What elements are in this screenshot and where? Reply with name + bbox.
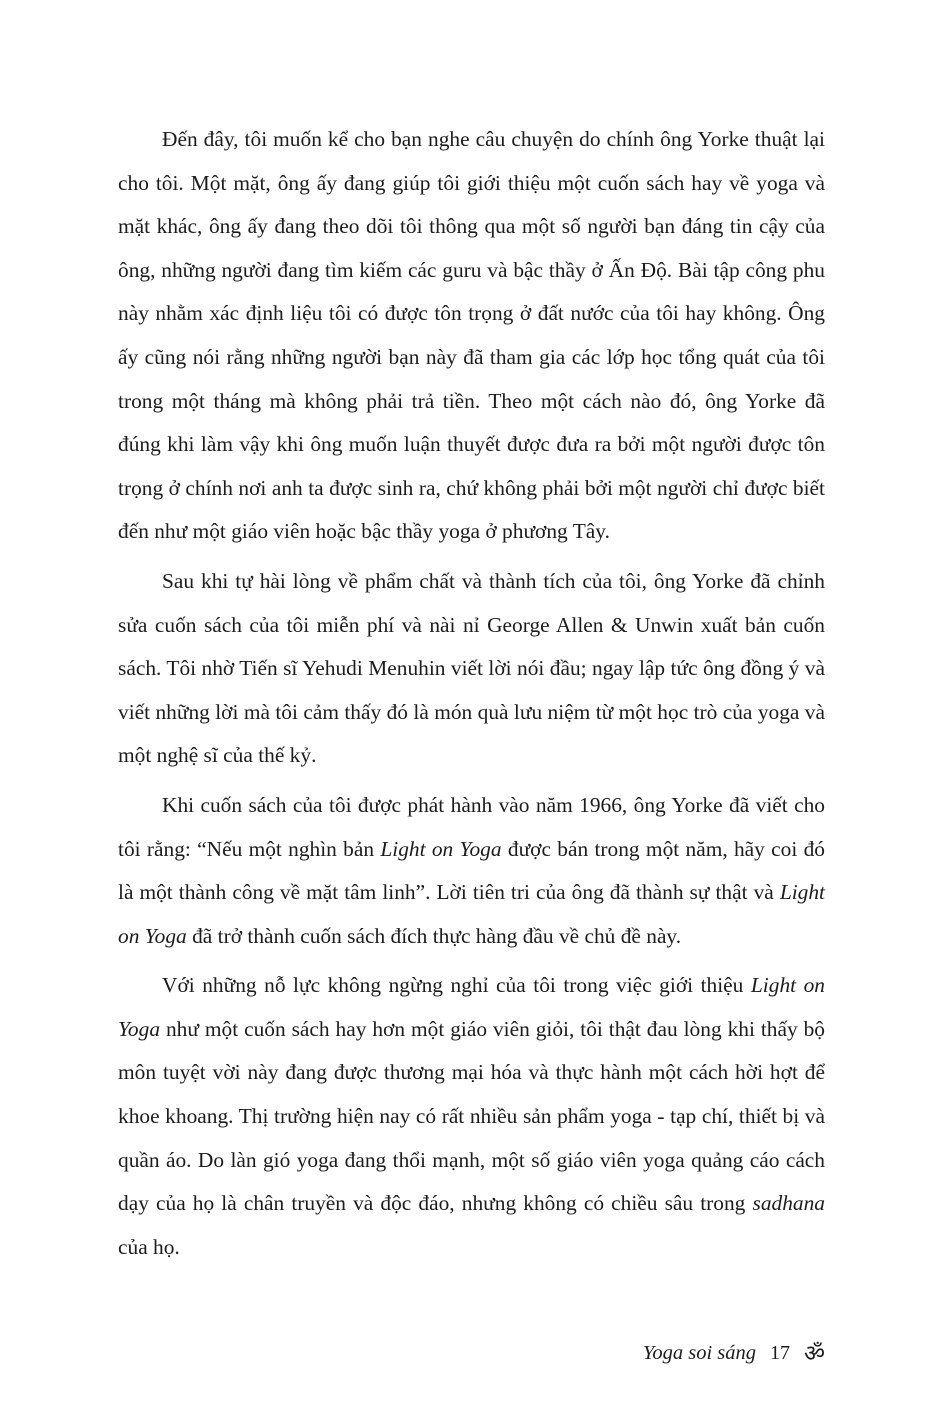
paragraph-4: Với những nỗ lực không ngừng nghỉ của tôi trong việc giới thiệu Light on Yoga như một cuốn sách hay hơn một giáo viên giỏi, tôi thật đau lòng khi thấy bộ môn tuyệt vời này đang được thương mại hóa và thực hành một cách hời hợt để khoe khoang. Thị trường hiện nay có rất nhiều sản phẩm yoga - tạp chí, thiết bị và quần áo. Do làn gió yoga đang thổi mạnh, một số giáo viên yoga quảng cáo cách dạy của họ là chân truyền và độc đáo, nhưng không có chiều sâu trong sadhana của họ. [118,973,825,1259]
italic-run: Light on Yoga [118,880,825,948]
paragraph-2: Sau khi tự hài lòng về phẩm chất và thành tích của tôi, ông Yorke đã chỉnh sửa cuốn sách của tôi miễn phí và nài nỉ George Allen & Unwin xuất bản cuốn sách. Tôi nhờ Tiến sĩ Yehudi Menuhin viết lời nói đầu; ngay lập tức ông đồng ý và viết những lời mà tôi cảm thấy đó là món quà lưu niệm từ một học trò của yoga và một nghệ sĩ của thế kỷ. [118,568,825,768]
italic-run: sadhana [752,1191,825,1216]
om-icon: ॐ [804,1341,825,1366]
page-footer [643,1340,825,1365]
paragraph-3: Khi cuốn sách của tôi được phát hành vào năm 1966, ông Yorke đã viết cho tôi rằng: “Nếu một nghìn bản Light on Yoga được bán trong một năm, hãy coi đó là một thành công về mặt tâm linh”. Lời tiên tri của ông đã thành sự thật và Light on Yoga đã trở thành cuốn sách đích thực hàng đầu về chủ đề này. [118,792,825,948]
paragraph-1: Đến đây, tôi muốn kể cho bạn nghe câu chuyện do chính ông Yorke thuật lại cho tôi. Một mặt, ông ấy đang giúp tôi giới thiệu một cuốn sách hay về yoga và mặt khác, ông ấy đang theo dõi tôi thông qua một số người bạn đáng tin cậy của ông, những người đang tìm kiếm các guru và bậc thầy ở Ấn Độ. Bài tập công phu này nhằm xác định liệu tôi có được tôn trọng ở đất nước của tôi hay không. Ông ấy cũng nói rằng những người bạn này đã tham gia các lớp học tổng quát của tôi trong một tháng mà không phải trả tiền. Theo một cách nào đó, ông Yorke đã đúng khi làm vậy khi ông muốn luận thuyết được đưa ra bởi một người được tôn trọng ở chính nơi anh ta được sinh ra, chứ không phải bởi một người chỉ được biết đến như một giáo viên hoặc bậc thầy yoga ở phương Tây. [118,127,825,544]
footer-page-number: 17 [770,1342,791,1364]
italic-run: Light on Yoga [380,836,502,861]
page-body [118,118,825,1269]
footer-book-title: Yoga soi sáng [642,1342,757,1364]
italic-run: Light on Yoga [118,973,825,1041]
